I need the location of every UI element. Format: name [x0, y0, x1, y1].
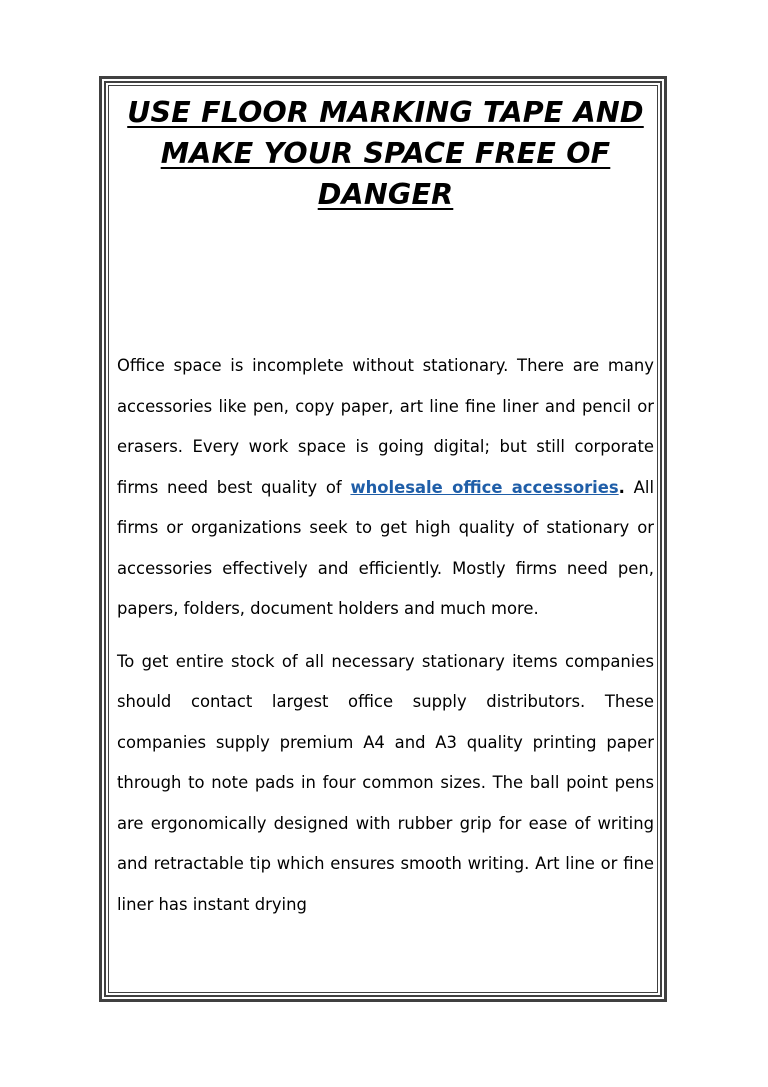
document-body	[117, 92, 654, 925]
wholesale-office-accessories-link[interactable]: wholesale office accessories	[350, 477, 619, 497]
link-period: .	[618, 477, 625, 497]
paragraph-1-text-start: Office space is incomplete without stationary. There are many accessories like pen, copy paper, art line fine liner and pencil or erasers. Every work space is going digital; but still corporate firms need best quality of	[117, 356, 654, 497]
paragraph-1	[117, 346, 654, 630]
paragraph-1-text-end: All firms or organizations seek to get high quality of stationary or accessories effectively and efficiently. Mostly firms need pen, papers, folders, document holders and much more.	[117, 477, 654, 618]
paragraph-2: To get entire stock of all necessary stationary items companies should contact largest office supply distributors. These companies supply premium A4 and A3 quality printing paper through to note pads in four common sizes. The ball point pens are ergonomically designed with rubber grip for ease of writing and retractable tip which ensures smooth writing. Art line or fine liner has instant drying	[117, 651, 654, 914]
document-title: USE FLOOR MARKING TAPE AND MAKE YOUR SPACE FREE OF DANGER	[127, 96, 644, 211]
